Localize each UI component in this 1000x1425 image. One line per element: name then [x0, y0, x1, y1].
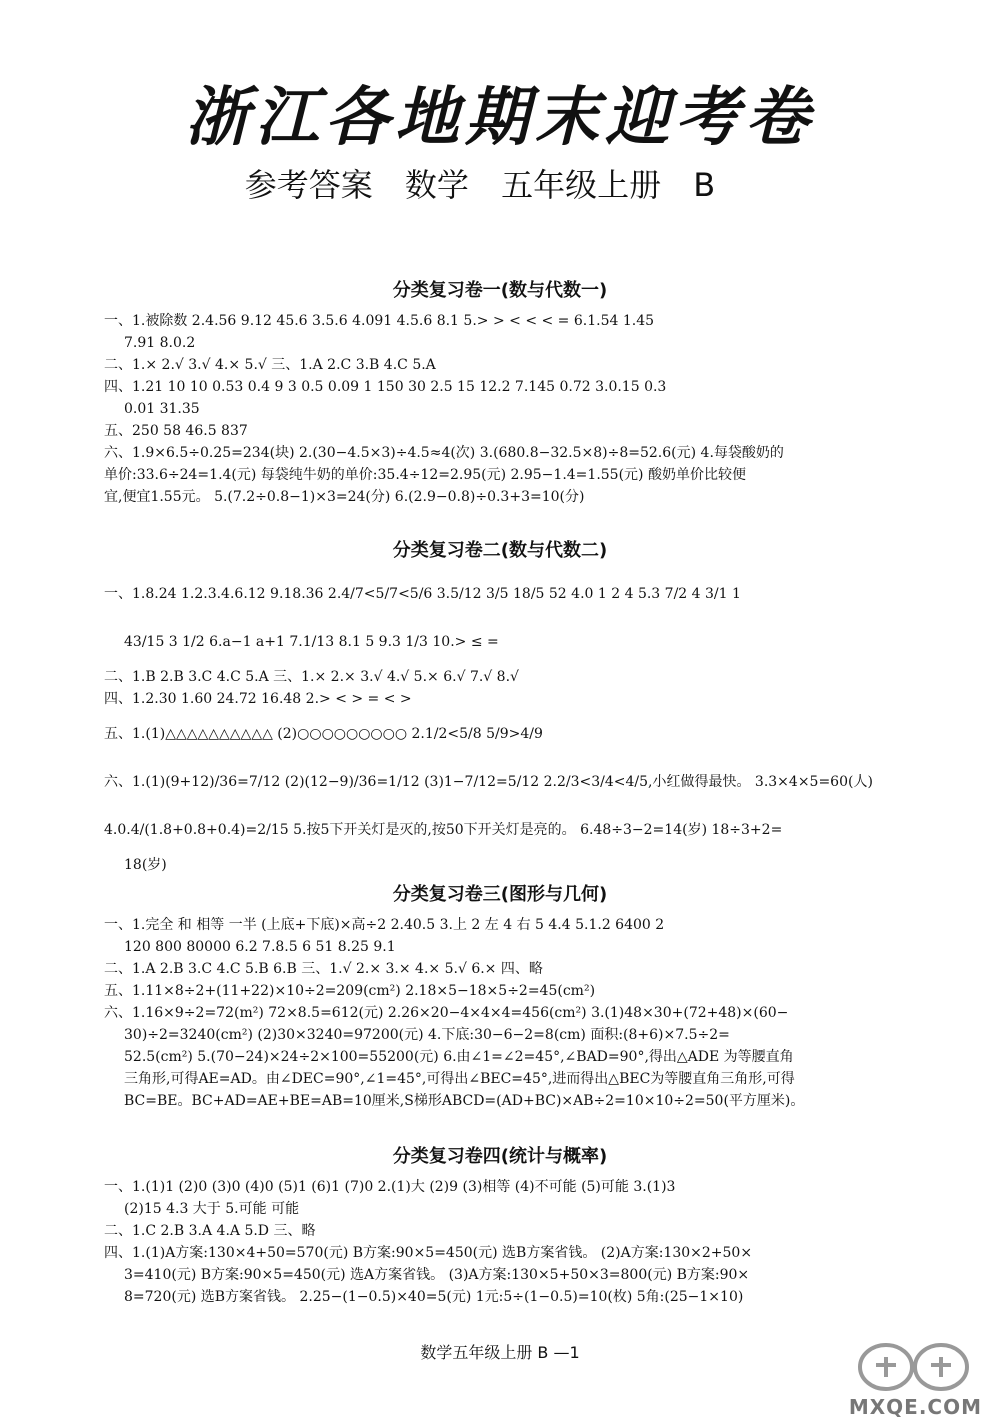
answer-line: 一、1.(1)1 (2)0 (3)0 (4)0 (5)1 (6)1 (7)0 2.(1)大 (2)9 (3)相等 (4)不可能 (5)可能 3.(1)3 [104, 1179, 676, 1195]
page-title: 浙江各地期末迎考卷 [185, 81, 815, 155]
answer-line: 一、1.完全 和 相等 一半 (上底+下底)×高÷2 2.40.5 3.上 2 左 4 右 5 4.4 5.1.2 6400 2 [104, 917, 665, 933]
answer-line: 五、1.(1)△△△△△△△△△△ (2)○○○○○○○○○ 2.1/2<5/8 5/9>4/9 [104, 726, 543, 742]
answer-line: 二、1.A 2.B 3.C 4.C 5.B 6.B 三、1.√ 2.× 3.× 4.× 5.√ 6.× 四、略 [104, 961, 543, 977]
answer-line: 四、1.(1)A方案:130×4+50=570(元) B方案:90×5=450(元) 选B方案省钱。 (2)A方案:130×2+50× [104, 1245, 753, 1261]
answer-line: 六、1.9×6.5÷0.25=234(块) 2.(30−4.5×3)÷4.5≈4(次) 3.(680.8−32.5×8)÷8=52.6(元) 4.每袋酸奶的 [104, 445, 784, 461]
answer-line: 一、1.被除数 2.4.56 9.12 45.6 3.5.6 4.091 4.5.6 8.1 5.> > < < < = 6.1.54 1.45 [104, 313, 655, 329]
answer-line: 120 800 80000 6.2 7.8.5 6 51 8.25 9.1 [124, 939, 396, 955]
answer-line: 单价:33.6÷24=1.4(元) 每袋纯牛奶的单价:35.4÷12=2.95(元) 2.95−1.4=1.55(元) 酸奶单价比较便 [104, 467, 746, 483]
answer-line: 六、1.(1)(9+12)/36=7/12 (2)(12−9)/36=1/12 (3)1−7/12=5/12 2.2/3<3/4<4/5,小红做得最快。 3.3×4×5=60(人) [104, 774, 873, 790]
section-title: 分类复习卷四(统计与概率) [392, 1146, 608, 1167]
page-subtitle: 参考答案 数学 五年级上册 B [244, 166, 716, 204]
section-2 [0, 536, 1000, 876]
answer-line: (2)15 4.3 大于 5.可能 可能 [124, 1201, 300, 1217]
answer-line: 三角形,可得AE=AD。由∠DEC=90°,∠1=45°,可得出∠BEC=45°,进而得出△BEC为等腰直角三角形,可得 [124, 1071, 795, 1087]
answer-line: 四、1.21 10 10 0.53 0.4 9 3 0.5 0.09 1 150 30 2.5 15 12.2 7.145 0.72 3.0.15 0.3 [104, 379, 667, 395]
answer-line: 30)÷2=3240(cm²) (2)30×3240=97200(元) 4.下底:30−6−2=8(cm) 面积:(8+6)×7.5÷2= [124, 1027, 730, 1043]
answer-line: 二、1.C 2.B 3.A 4.A 5.D 三、略 [104, 1223, 316, 1239]
answer-line: 六、1.16×9÷2=72(m²) 72×8.5=612(元) 2.26×20−4×4×4=456(cm²) 3.(1)48×30+(72+48)×(60− [104, 1005, 789, 1021]
answer-line: 52.5(cm²) 5.(70−24)×24÷2×100=55200(元) 6.由∠1=∠2=45°,∠BAD=90°,得出△ADE 为等腰直角 [124, 1049, 794, 1065]
answer-line: 二、1.B 2.B 3.C 4.C 5.A 三、1.× 2.× 3.√ 4.√ 5.× 6.√ 7.√ 8.√ [104, 669, 519, 685]
section-3 [0, 880, 1000, 1112]
answer-line: 7.91 8.0.2 [124, 335, 196, 351]
answer-line: 43/15 3 1/2 6.a−1 a+1 7.1/13 8.1 5 9.3 1/3 10.> ≤ = [124, 634, 499, 650]
answer-line: BC=BE。BC+AD=AE+BE=AB=10厘米,S梯形ABCD=(AD+BC)×AB÷2=10×10÷2=50(平方厘米)。 [124, 1093, 805, 1109]
answer-line: 五、1.11×8÷2+(11+22)×10÷2=209(cm²) 2.18×5−18×5÷2=45(cm²) [104, 983, 596, 999]
answer-line: 二、1.× 2.√ 3.√ 4.× 5.√ 三、1.A 2.C 3.B 4.C 5.A [104, 357, 436, 373]
section-title: 分类复习卷二(数与代数二) [392, 540, 608, 561]
section-1 [0, 276, 1000, 508]
section-title: 分类复习卷一(数与代数一) [392, 280, 608, 301]
watermark-text: MXQE.COM [848, 1395, 982, 1419]
answer-line: 4.0.4/(1.8+0.8+0.4)=2/15 5.按5下开关灯是灭的,按50下开关灯是亮的。 6.48÷3−2=14(岁) 18÷3+2= [104, 822, 783, 838]
page-footer: 数学五年级上册 B —1 [420, 1343, 580, 1362]
answer-line: 18(岁) [124, 857, 167, 873]
answer-line: 8=720(元) 选B方案省钱。 2.25−(1−0.5)×40=5(元) 1元:5÷(1−0.5)=10(枚) 5角:(25−1×10) [124, 1289, 744, 1305]
answer-line: 3=410(元) B方案:90×5=450(元) 选A方案省钱。 (3)A方案:130×5+50×3=800(元) B方案:90× [124, 1267, 750, 1283]
answer-line: 宜,便宜1.55元。 5.(7.2÷0.8−1)×3=24(分) 6.(2.9−0.8)÷0.3+3=10(分) [104, 489, 585, 505]
answer-line: 0.01 31.35 [124, 401, 200, 417]
answer-line: 五、250 58 46.5 837 [104, 423, 248, 439]
section-4 [0, 1142, 1000, 1308]
answer-line: 一、1.8.24 1.2.3.4.6.12 9.18.36 2.4/7<5/7<5/6 3.5/12 3/5 18/5 52 4.0 1 2 4 5.3 7/2 4 3/1 1 [104, 586, 741, 602]
section-title: 分类复习卷三(图形与几何) [392, 884, 608, 905]
answer-line: 四、1.2.30 1.60 24.72 16.48 2.> < > = < > [104, 691, 412, 707]
